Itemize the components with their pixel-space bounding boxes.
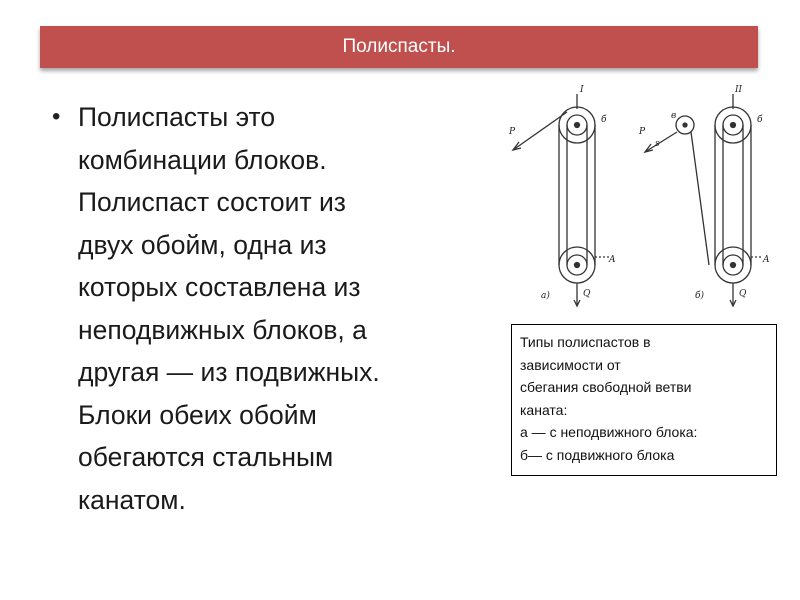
caption-line: а — с неподвижного блока:: [520, 424, 698, 440]
caption-box: [511, 324, 777, 476]
caption-line: каната:: [520, 401, 568, 418]
label-B2: в: [671, 111, 677, 121]
caption-line: Типы полиспастов в: [520, 334, 651, 350]
label-II: II: [735, 85, 743, 95]
label-Q1: Q: [583, 289, 591, 299]
title-bar: [40, 26, 758, 68]
label-P1: P: [509, 127, 516, 137]
label-b1: б: [601, 115, 607, 125]
caption-line: сбегания свободной ветви: [520, 379, 692, 395]
caption-line: б— с подвижного блока: [520, 446, 675, 463]
pulley-diagram-svg: [505, 82, 790, 314]
label-P2: P: [639, 127, 646, 137]
bullet-marker: •: [52, 103, 61, 130]
pulley-diagram: [505, 82, 790, 314]
label-A1: A: [609, 255, 616, 265]
slide-title: Полиспасты.: [342, 36, 456, 57]
label-s: s: [655, 139, 660, 149]
caption-a: а): [541, 291, 550, 301]
bullet-text: Полиспасты это комбинации блоков. Полиспаст состоит из двух обойм, одна из которых составлена из неподвижных блоков, а другая — из подвижных. Блоки обеих обойм обегаются стальным канатом.: [78, 102, 380, 515]
label-Q2: Q: [739, 289, 747, 299]
caption-b: б): [695, 291, 705, 301]
label-A2: A: [763, 255, 770, 265]
label-b2: б: [757, 115, 763, 125]
caption-line: зависимости от: [520, 356, 621, 373]
label-I: I: [580, 85, 584, 95]
